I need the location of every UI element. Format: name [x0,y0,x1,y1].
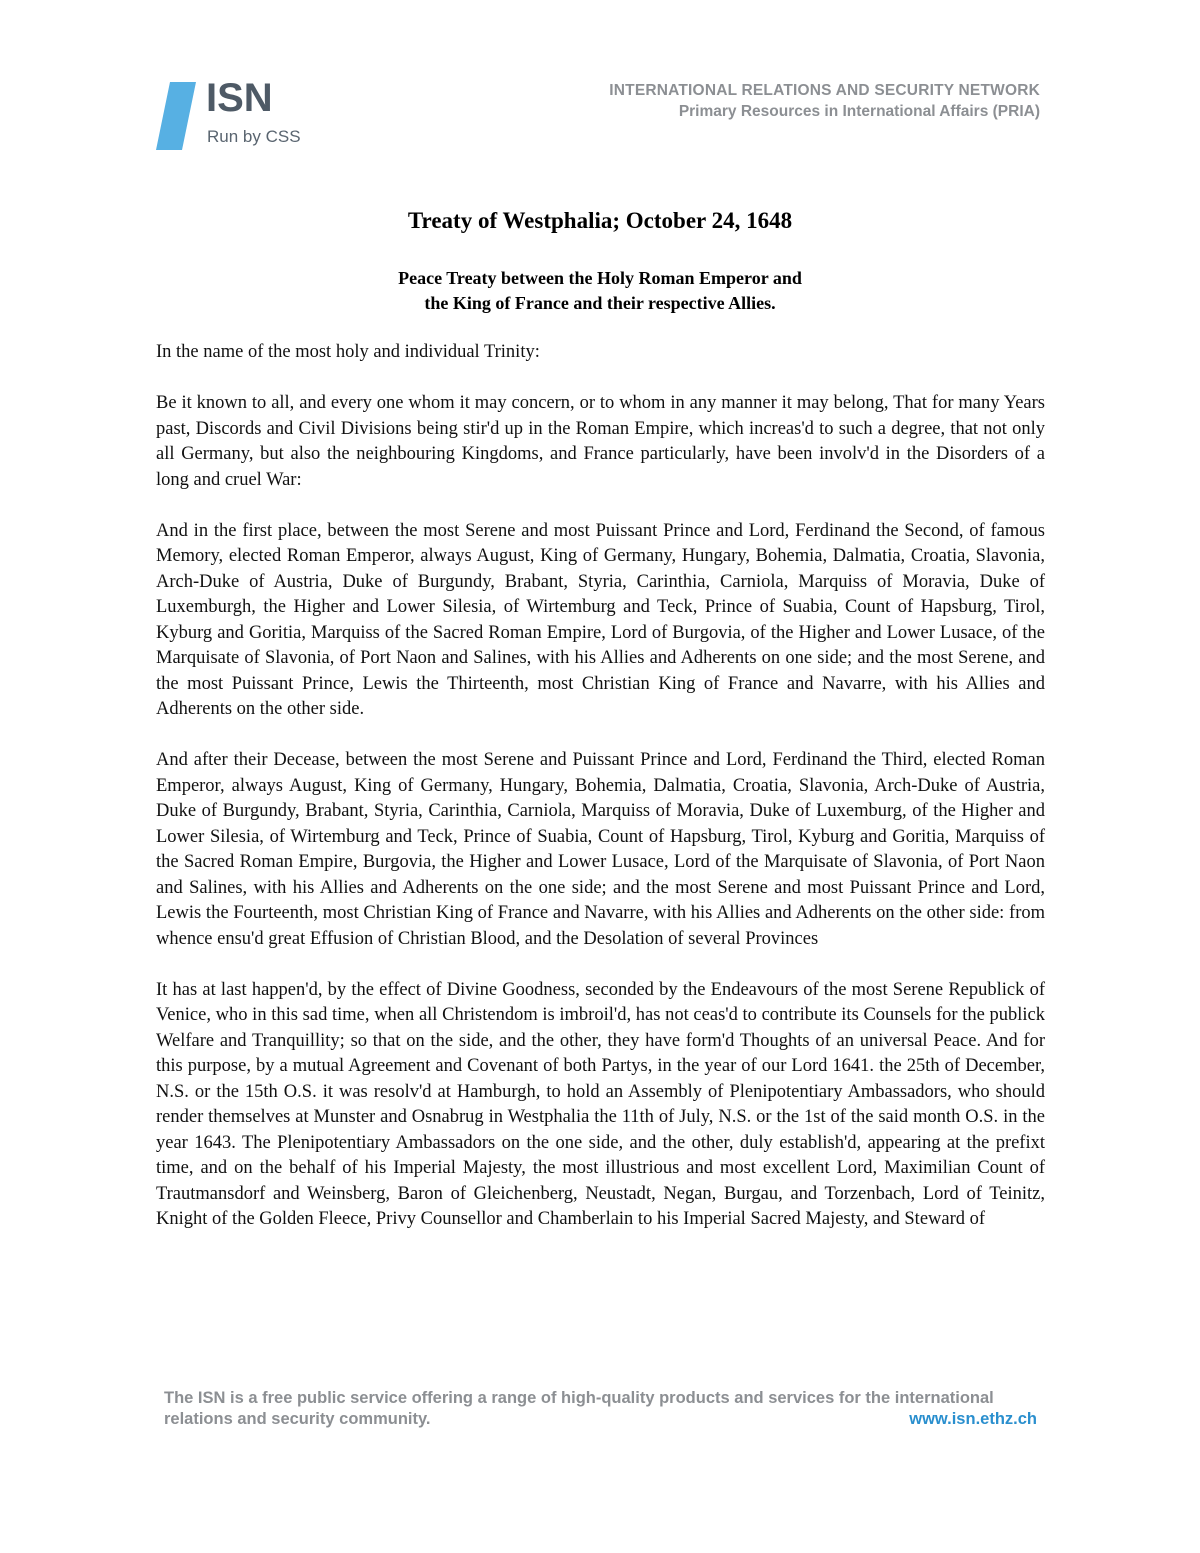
organization-name: INTERNATIONAL RELATIONS AND SECURITY NETWORK [609,82,1040,99]
logo-slash-icon [156,82,196,150]
organization-header [609,80,1040,122]
footer-url-link[interactable]: www.isn.ethz.ch [909,1410,1037,1428]
paragraph-invocation: In the name of the most holy and individual Trinity: [156,342,540,362]
paragraph-ferdinand-third: And after their Decease, between the most Serene and Puissant Prince and Lord, Ferdinand the Third, elected Roman Emperor, always August, King of Germany, Hungary, Bohemia, Dalmatia, Croatia, Slavonia, Arch-Duke of Austria, Duke of Burgundy, Brabant, Styria, Carinthia, Carniola, Marquiss of Moravia, Duke of Luxemburg, of the Higher and Lower Silesia, of Wirtemburg and Teck, Prince of Suabia, Count of Hapsburg, Tirol, Kyburg and Goritia, Marquiss of the Sacred Roman Empire, Burgovia, the Higher and Lower Lusace, Lord of the Marquisate of Slavonia, of Port Naon and Salines, with his Allies and Adherents on the one side; and the most Serene and most Puissant Prince and Lord, Lewis the Fourteenth, most Christian King of France and Navarre, with his Allies and Adherents on the other side: from whence ensu'd great Effusion of Christian Blood, and the Desolation of several Provinces [156,750,1045,949]
footer-line-2: relations and security community. [164,1410,431,1428]
isn-logo [156,76,316,152]
organization-subtitle: Primary Resources in International Affairs (PRIA) [678,103,1040,120]
document-body [156,340,1045,1258]
logo-subtext: Run by CSS [207,127,301,146]
logo-text: ISN [206,76,273,120]
footer-line-1: The ISN is a free public service offering a range of high-quality products and services for the international [164,1389,994,1407]
page-footer [164,1388,1037,1430]
subtitle-line-2: the King of France and their respective Allies. [424,293,776,313]
paragraph-preamble: Be it known to all, and every one whom it may concern, or to whom in any manner it may belong, That for many Years past, Discords and Civil Divisions being stir'd up in the Roman Empire, which increas'd to such a degree, that not only all Germany, but also the neighbouring Kingdoms, and France particularly, have been involv'd in the Disorders of a long and cruel War: [156,393,1045,490]
subtitle-line-1: Peace Treaty between the Holy Roman Emperor and [398,268,802,288]
paragraph-assembly: It has at last happen'd, by the effect of Divine Goodness, seconded by the Endeavours of the most Serene Republick of Venice, who in this sad time, when all Christendom is imbroil'd, has not ceas'd to contribute its Counsels for the publick Welfare and Tranquillity; so that on the side, and the other, they have form'd Thoughts of an universal Peace. And for this purpose, by a mutual Agreement and Covenant of both Partys, in the year of our Lord 1641. the 25th of December, N.S. or the 15th O.S. it was resolv'd at Hamburgh, to hold an Assembly of Plenipotentiary Ambassadors, who should render themselves at Munster and Osnabrug in Westphalia the 11th of July, N.S. or the 1st of the said month O.S. in the year 1643. The Plenipotentiary Ambassadors on the one side, and the other, duly establish'd, appearing at the prefixt time, and on the behalf of his Imperial Majesty, the most illustrious and most excellent Lord, Maximilian Count of Trautmansdorf and Weinsberg, Baron of Gleichenberg, Neustadt, Negan, Burgau, and Torzenbach, Lord of Teinitz, Knight of the Golden Fleece, Privy Counsellor and Chamberlain to his Imperial Sacred Majesty, and Steward of [156,979,1045,1229]
paragraph-ferdinand-second: And in the first place, between the most Serene and most Puissant Prince and Lord, Ferdinand the Second, of famous Memory, elected Roman Emperor, always August, King of Germany, Hungary, Bohemia, Dalmatia, Croatia, Slavonia, Arch-Duke of Austria, Duke of Burgundy, Brabant, Styria, Carinthia, Carniola, Marquiss of Moravia, Duke of Luxemburgh, the Higher and Lower Silesia, of Wirtemburg and Teck, Prince of Suabia, Count of Hapsburg, Tirol, Kyburg and Goritia, Marquiss of the Sacred Roman Empire, Lord of Burgovia, of the Higher and Lower Lusace, of the Marquisate of Slavonia, of Port Naon and Salines, with his Allies and Adherents on one side; and the most Serene, and the most Puissant Prince, Lewis the Thirteenth, most Christian King of France and Navarre, with his Allies and Adherents on the other side. [156,520,1045,719]
document-subtitle [0,266,1200,316]
document-title: Treaty of Westphalia; October 24, 1648 [407,208,793,233]
